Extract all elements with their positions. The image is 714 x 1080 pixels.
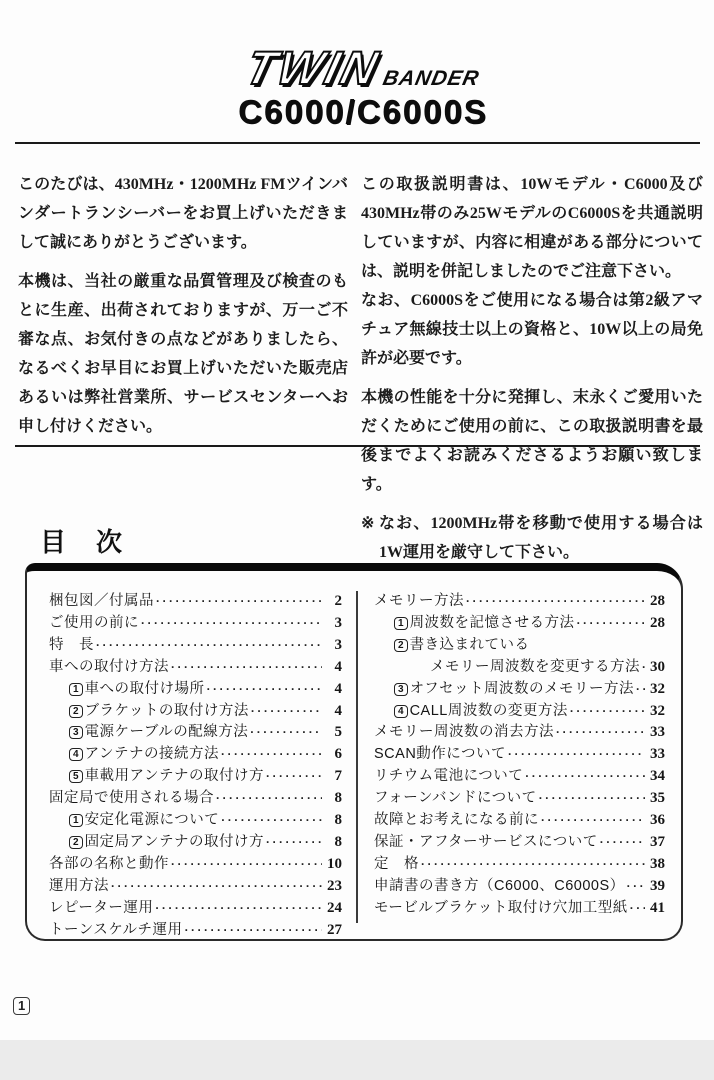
toc-entry-page: 3 (334, 636, 342, 653)
toc-entry (49, 722, 342, 744)
toc-entry-label: SCAN動作について (374, 746, 506, 763)
toc-entry-page: 30 (650, 658, 665, 675)
intro-right-column (361, 170, 703, 577)
toc-entry (374, 679, 665, 701)
toc-entry-number: 5 (69, 770, 83, 783)
toc-entry-page: 10 (327, 855, 342, 872)
toc-entry (49, 766, 342, 788)
note-text: なお、1200MHz帯を移動で使用する場合は1W運用を厳守して下さい。 (379, 515, 703, 561)
toc-entry (374, 744, 665, 766)
toc-entry-page: 28 (650, 593, 665, 609)
toc-entry-page: 3 (334, 614, 342, 631)
toc-entry (49, 832, 342, 854)
toc-entry-number: 4 (69, 748, 83, 761)
toc-entry-number: 1 (69, 814, 83, 827)
toc-entry-label: 車への取付け場所 (84, 680, 205, 697)
toc-entry-label: リチウム電池について (374, 768, 524, 785)
toc-leader-dots (577, 613, 645, 635)
toc-entry-label: 固定局で使用される場合 (49, 790, 214, 807)
toc-entry-page: 35 (650, 790, 665, 807)
toc-left-column (27, 571, 354, 939)
toc-entry (374, 613, 665, 635)
model-name: C6000/C6000S (238, 93, 488, 130)
intro-paragraph: この取扱説明書は、10Wモデル・C6000及び430MHz帯のみ25WモデルのC6000Sを共通説明していますが、内容に相違がある部分については、説明を併記しましたのでご注意下さい。 (361, 176, 703, 280)
toc-entry-label: 梱包図／付属品 (49, 593, 154, 609)
page-number-badge: 1 (13, 997, 30, 1015)
toc-entry (49, 898, 342, 920)
toc-entry (374, 854, 665, 876)
toc-leader-dots (141, 613, 322, 635)
toc-entry-number: 1 (394, 617, 408, 630)
toc-entry-label: 定 格 (374, 855, 419, 872)
brand-sub-wordmark: BANDER (380, 67, 482, 90)
toc-leader-dots (421, 854, 645, 876)
toc-entry-label: 車載用アンテナの取付け方 (84, 768, 264, 785)
toc-entry-page: 8 (334, 833, 342, 850)
toc-leader-dots (221, 810, 322, 832)
toc-entry-page: 2 (334, 593, 342, 609)
toc-entry-label: 周波数を記憶させる方法 (409, 614, 575, 631)
toc-entry-label: 運用方法 (49, 877, 109, 894)
toc-leader-dots (96, 635, 322, 657)
toc-leader-dots (539, 788, 645, 810)
toc-box (25, 563, 683, 941)
toc-leader-dots (171, 657, 322, 679)
toc-leader-dots (636, 679, 645, 701)
toc-entry-page: 32 (650, 702, 665, 719)
note-asterisk-mark: ※ (361, 515, 375, 532)
intro-left-column (18, 170, 348, 451)
toc-entry-label: 安定化電源について (84, 812, 220, 829)
toc-leader-dots (111, 876, 322, 898)
toc-entry-label: モービルブラケット取付け穴加工型紙 (374, 899, 628, 916)
toc-entry (49, 788, 342, 810)
toc-entry (49, 657, 342, 679)
toc-entry-number: 2 (394, 639, 408, 652)
toc-entry-page: 38 (650, 855, 665, 872)
toc-entry-page: 33 (650, 746, 665, 763)
toc-entry-page: 32 (650, 680, 665, 697)
toc-leader-dots (207, 679, 322, 701)
toc-entry-page: 36 (650, 812, 665, 829)
toc-entry-number: 1 (69, 683, 83, 696)
toc-entry-page: 39 (650, 877, 665, 894)
toc-columns (27, 571, 681, 939)
toc-entry-page: 34 (650, 768, 665, 785)
logo (178, 41, 548, 130)
toc-leader-dots (266, 832, 322, 854)
toc-entry-page: 27 (327, 921, 342, 938)
toc-entry-page: 4 (334, 658, 342, 675)
toc-entry-label: ご使用の前に (49, 614, 139, 631)
intro-paragraph: なお、C6000Sをご使用になる場合は第2級アマチュア無線技士以上の資格と、10W以上の局免許が必要です。 (361, 292, 703, 367)
toc-entry-number: 4 (394, 705, 408, 718)
toc-leader-dots (627, 876, 645, 898)
toc-entry (374, 591, 665, 613)
intro-note (361, 509, 703, 567)
intro-paragraph: 本機は、当社の厳重な品質管理及び検査のもとに生産、出荷されておりますが、万一ご不審な点、お気付きの点などがありましたら、なるべくお早目にお買上げいただいた販売店あるいは弊社営業所、サービスセンターへお申し付けください。 (18, 273, 348, 435)
toc-entry-label: 保証・アフターサービスについて (374, 833, 598, 850)
toc-entry-label: メモリー方法 (374, 593, 464, 609)
toc-leader-dots (156, 591, 322, 613)
toc-entry (374, 832, 665, 854)
toc-entry-label: フォーンバンドについて (374, 790, 537, 807)
toc-entry-label: アンテナの接続方法 (84, 746, 219, 763)
toc-entry-page: 5 (334, 724, 342, 741)
toc-right-column (354, 571, 681, 939)
toc-entry (374, 701, 665, 723)
toc-entry-number: 2 (69, 705, 83, 718)
toc-entry (374, 788, 665, 810)
toc-leader-dots (466, 591, 645, 613)
toc-entry-page: 37 (650, 833, 665, 850)
toc-leader-dots (630, 898, 645, 920)
toc-entry (374, 876, 665, 898)
toc-entry-page: 24 (327, 899, 342, 916)
scan-edge-shadow (0, 1040, 714, 1080)
toc-leader-dots (525, 766, 645, 788)
toc-entry-page: 4 (334, 680, 342, 697)
toc-entry (49, 854, 342, 876)
toc-leader-dots (642, 657, 645, 679)
toc-entry-label: 特 長 (49, 636, 94, 653)
toc-entry-label: CALL周波数の変更方法 (409, 702, 568, 719)
toc-entry-label: レピーター運用 (49, 899, 154, 916)
toc-entry-label: 固定局アンテナの取付け方 (84, 833, 264, 850)
toc-leader-dots (221, 744, 322, 766)
toc-entry-label: メモリー周波数を変更する方法 (430, 658, 640, 675)
toc-leader-dots (155, 898, 322, 920)
toc-entry-label: 故障とお考えになる前に (374, 812, 539, 829)
toc-entry (49, 701, 342, 723)
toc-entry (374, 898, 665, 920)
toc-entry-label: 書き込まれている (409, 636, 530, 653)
toc-entry-page: 6 (334, 746, 342, 763)
toc-leader-dots (541, 810, 645, 832)
toc-entry (49, 920, 342, 942)
toc-leader-dots (250, 722, 322, 744)
logo-brand-row (178, 41, 548, 94)
toc-leader-dots (508, 744, 645, 766)
toc-entry-label: 各部の名称と動作 (49, 855, 169, 872)
toc-entry (49, 744, 342, 766)
toc-entry (374, 722, 665, 744)
toc-leader-dots (556, 722, 645, 744)
toc-entry (374, 657, 665, 679)
toc-entry-page: 8 (334, 790, 342, 807)
toc-entry-number: 3 (394, 683, 408, 696)
intro-paragraph: このたびは、430MHz・1200MHz FMツインバンダートランシーバーをお買上げいただきまして誠にありがとうございます。 (18, 176, 348, 251)
toc-entry-label: 電源ケーブルの配線方法 (84, 724, 249, 741)
toc-leader-dots (266, 766, 322, 788)
toc-entry-number: 3 (69, 726, 83, 739)
toc-leader-dots (251, 701, 322, 723)
divider-top (15, 142, 700, 144)
toc-entry-number: 2 (69, 836, 83, 849)
toc-entry-page: 8 (334, 812, 342, 829)
brand-wordmark: TWIN (240, 41, 386, 94)
toc-entry-page: 33 (650, 724, 665, 741)
toc-entry (49, 635, 342, 657)
toc-entry-label: ブラケットの取付け方法 (84, 702, 249, 719)
toc-leader-dots (185, 920, 322, 942)
toc-entry-page: 4 (334, 702, 342, 719)
toc-entry (49, 591, 342, 613)
toc-entry (49, 810, 342, 832)
toc-entry-label: メモリー周波数の消去方法 (374, 724, 554, 741)
toc-leader-dots (570, 701, 645, 723)
toc-entry (49, 679, 342, 701)
toc-entry-label: トーンスケルチ運用 (49, 921, 183, 938)
toc-heading: 目 次 (40, 527, 125, 557)
toc-entry-page: 41 (650, 899, 665, 916)
toc-entry-label: オフセット周波数のメモリー方法 (409, 680, 634, 697)
toc-entry (49, 613, 342, 635)
toc-entry-label: 車への取付け方法 (49, 658, 169, 675)
toc-leader-dots (216, 788, 322, 810)
toc-entry (49, 876, 342, 898)
toc-entry (374, 810, 665, 832)
toc-entry-page: 28 (650, 614, 665, 631)
toc-entry (374, 635, 665, 657)
toc-entry-page: 23 (327, 877, 342, 894)
toc-entry (374, 766, 665, 788)
toc-leader-dots (171, 854, 322, 876)
toc-leader-dots (600, 832, 645, 854)
toc-entry-label: 申請書の書き方（C6000、C6000S） (374, 877, 625, 894)
intro-paragraph: 本機の性能を十分に発揮し、末永くご愛用いただくためにご使用の前に、この取扱説明書を最後までよくお読みくださるようお願い致します。 (361, 389, 703, 493)
toc-column-divider (356, 591, 358, 923)
toc-entry-page: 7 (334, 768, 342, 785)
